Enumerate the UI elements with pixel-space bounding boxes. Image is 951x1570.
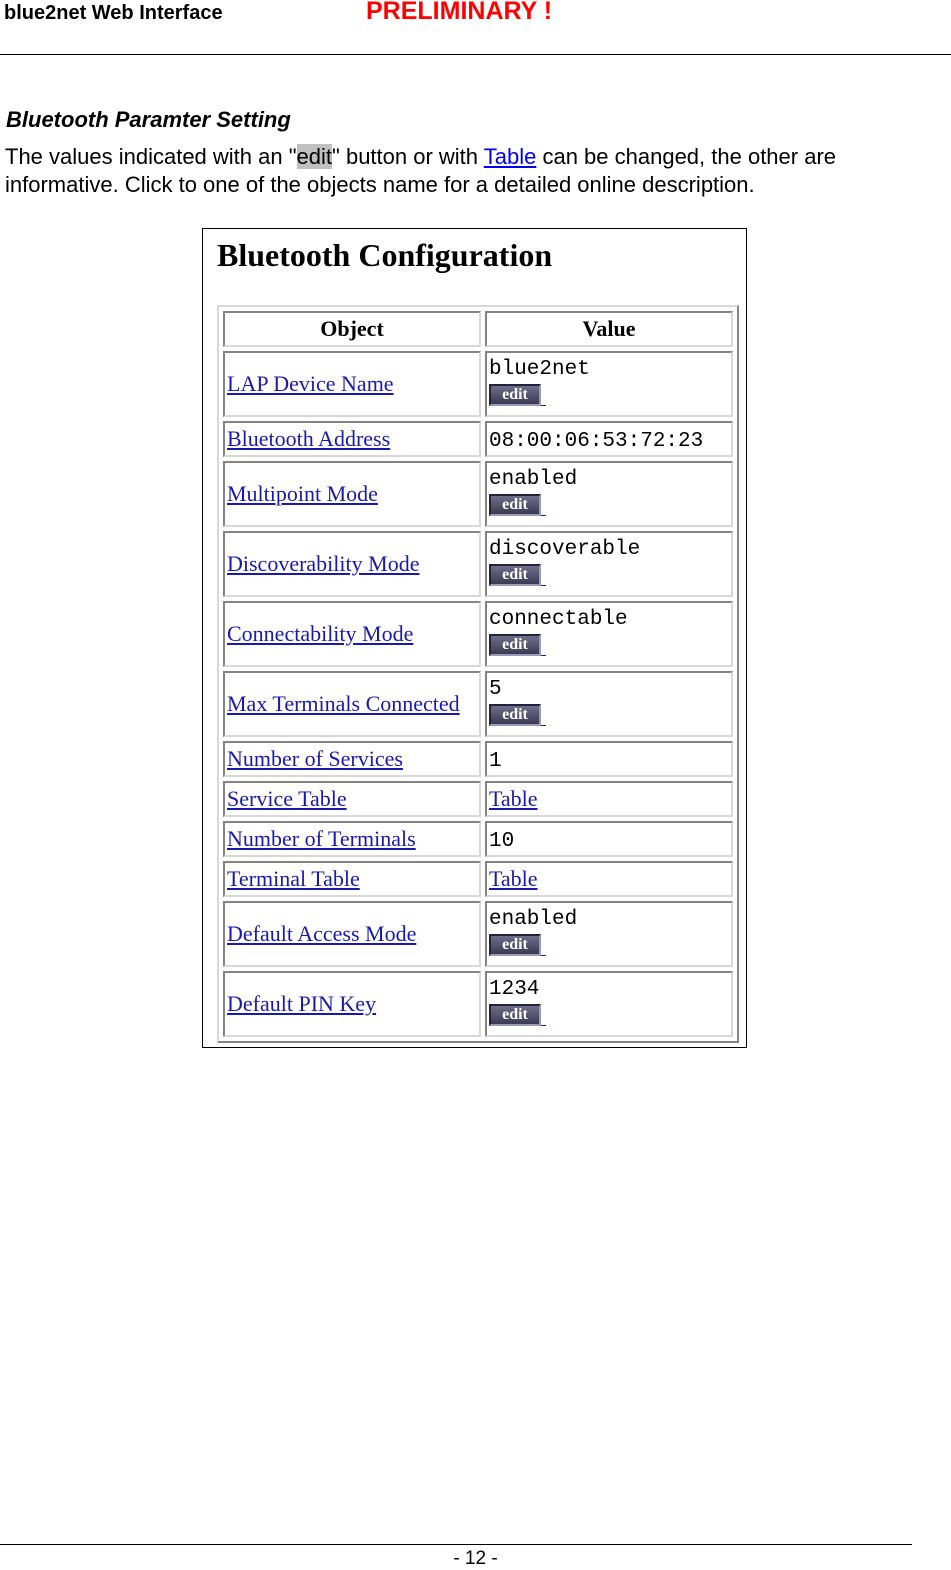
table-header-row [223, 311, 733, 347]
value-cell [485, 861, 733, 897]
value-cell [485, 901, 733, 967]
table-row [223, 901, 733, 967]
value-text: enabled [489, 908, 578, 931]
value-text: 08:00:06:53:72:23 [489, 429, 704, 453]
table-row [223, 741, 733, 777]
table-row [223, 601, 733, 667]
intro-table-link[interactable]: Table [483, 144, 537, 169]
object-cell [223, 971, 481, 1037]
value-cell [485, 351, 733, 417]
bluetooth-config-screenshot [202, 228, 747, 1048]
config-table-body [223, 351, 733, 1037]
value-text: 5 [489, 678, 502, 701]
value-text: discoverable [489, 538, 641, 561]
edit-button[interactable]: edit [489, 1004, 541, 1026]
config-page-title: Bluetooth Configuration [217, 237, 553, 273]
object-cell [223, 601, 481, 667]
document-header-title: blue2net Web Interface [4, 2, 223, 24]
value-cell [485, 601, 733, 667]
value-text: connectable [489, 608, 628, 631]
value-cell [485, 971, 733, 1037]
object-name-link[interactable]: Discoverability Mode [227, 551, 420, 576]
object-name-link[interactable]: Connectability Mode [227, 621, 414, 646]
edit-button-wrap [489, 933, 729, 956]
intro-edit-highlight: edit [296, 144, 333, 169]
object-name-link[interactable]: Bluetooth Address [227, 426, 391, 451]
object-name-link[interactable]: Service Table [227, 786, 347, 811]
edit-link-underline [541, 703, 546, 726]
edit-button[interactable]: edit [489, 384, 541, 406]
table-row [223, 821, 733, 857]
edit-button[interactable]: edit [489, 704, 541, 726]
object-cell [223, 741, 481, 777]
intro-text-1: The values indicated with an " [5, 144, 297, 169]
value-text: 1 [489, 749, 502, 773]
edit-link-underline [541, 933, 546, 956]
object-name-link[interactable]: Multipoint Mode [227, 481, 378, 506]
value-cell [485, 671, 733, 737]
table-link[interactable]: Table [489, 786, 538, 811]
table-row [223, 421, 733, 457]
object-name-link[interactable]: Default PIN Key [227, 991, 377, 1016]
edit-link-underline [541, 563, 546, 586]
object-name-link[interactable]: Default Access Mode [227, 921, 417, 946]
edit-button-wrap [489, 633, 729, 656]
edit-link-underline [541, 633, 546, 656]
footer-divider [0, 1544, 912, 1545]
section-title: Bluetooth Paramter Setting [6, 107, 291, 132]
edit-button-wrap [489, 493, 729, 516]
intro-text-3: can be changed, the other are informative. Click to one of the objects name for a detailed online description. [5, 144, 837, 197]
intro-paragraph [5, 143, 945, 199]
object-name-link[interactable]: Max Terminals Connected [227, 691, 460, 716]
preliminary-badge: PRELIMINARY ! [366, 0, 553, 25]
table-row [223, 971, 733, 1037]
edit-button[interactable]: edit [489, 934, 541, 956]
table-row [223, 461, 733, 527]
object-cell [223, 531, 481, 597]
value-text: 1234 [489, 978, 540, 1001]
intro-text-2: " button or with [332, 144, 484, 169]
table-link[interactable]: Table [489, 866, 538, 891]
table-row [223, 351, 733, 417]
edit-button-wrap [489, 703, 729, 726]
edit-link-underline [541, 493, 546, 516]
object-name-link[interactable]: LAP Device Name [227, 371, 394, 396]
value-cell [485, 781, 733, 817]
edit-link-underline [541, 1003, 546, 1026]
edit-button-wrap [489, 563, 729, 586]
header-divider [0, 54, 951, 55]
edit-button[interactable]: edit [489, 494, 541, 516]
table-row [223, 671, 733, 737]
object-name-link[interactable]: Number of Services [227, 746, 403, 771]
object-cell [223, 671, 481, 737]
edit-link-underline [541, 383, 546, 406]
table-row [223, 531, 733, 597]
object-name-link[interactable]: Number of Terminals [227, 826, 416, 851]
object-cell [223, 861, 481, 897]
value-cell [485, 821, 733, 857]
object-name-link[interactable]: Terminal Table [227, 866, 360, 891]
edit-button-wrap [489, 383, 729, 406]
edit-button-wrap [489, 1003, 729, 1026]
value-cell [485, 461, 733, 527]
table-row [223, 861, 733, 897]
table-row [223, 781, 733, 817]
object-cell [223, 821, 481, 857]
object-cell [223, 781, 481, 817]
object-cell [223, 421, 481, 457]
object-cell [223, 351, 481, 417]
object-cell [223, 901, 481, 967]
column-header-object: Object [223, 311, 481, 347]
page-number: - 12 - [453, 1548, 498, 1569]
value-text: 10 [489, 829, 515, 853]
value-cell [485, 531, 733, 597]
value-text: blue2net [489, 358, 590, 381]
edit-button[interactable]: edit [489, 634, 541, 656]
column-header-value: Value [485, 311, 733, 347]
config-table [217, 305, 739, 1043]
value-text: enabled [489, 468, 578, 491]
value-cell [485, 421, 733, 457]
edit-button[interactable]: edit [489, 564, 541, 586]
value-cell [485, 741, 733, 777]
object-cell [223, 461, 481, 527]
